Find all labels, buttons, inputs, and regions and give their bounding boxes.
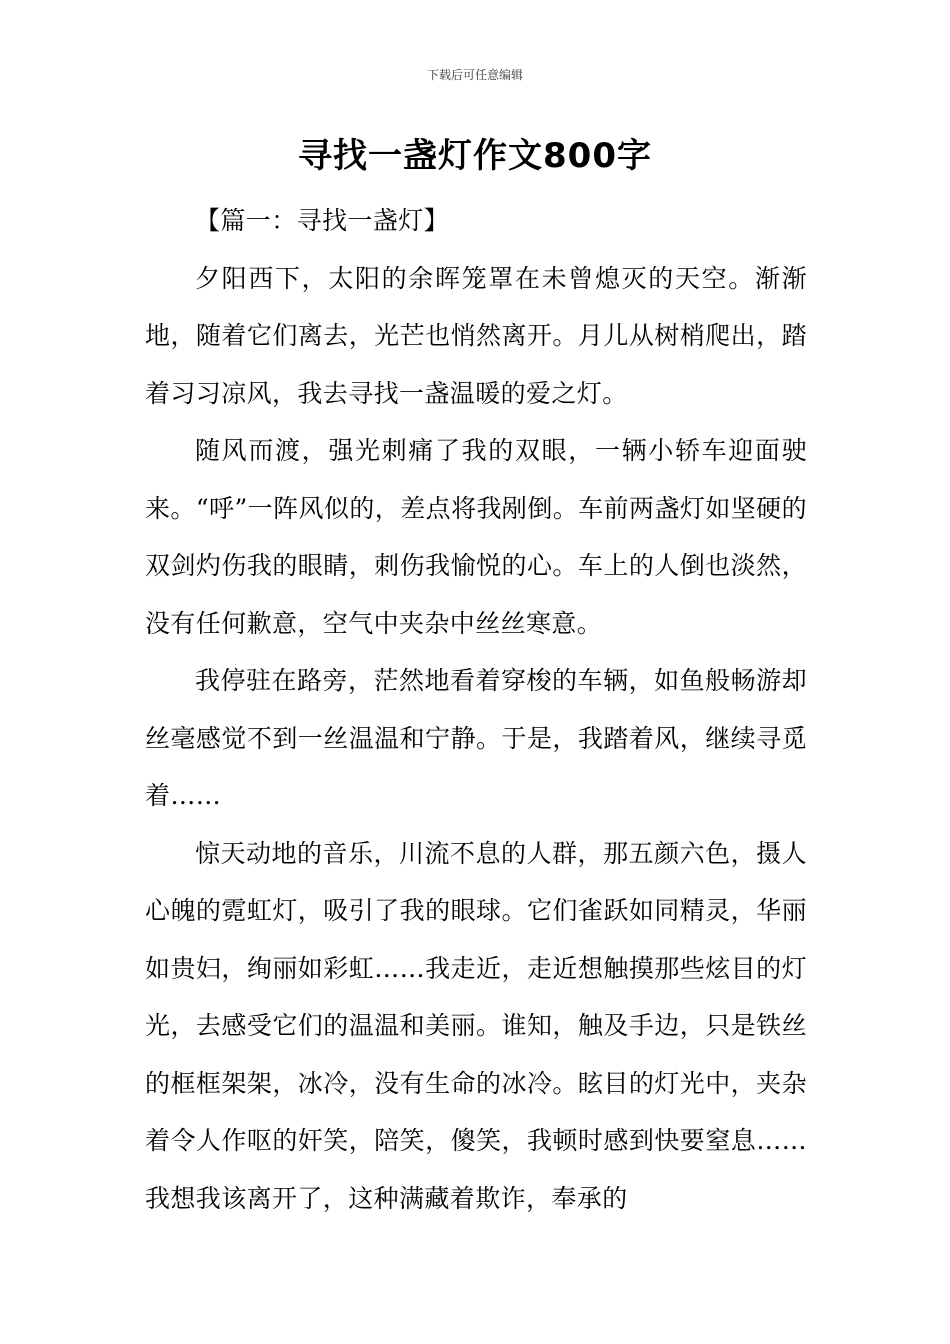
paragraph-4: 惊天动地的音乐，川流不息的人群，那五颜六色，摄人心魄的霓虹灯，吸引了我的眼球。它们雀跃如同精灵，华丽如贵妇，绚丽如彩虹……我走近，走近想触摸那些炫目的灯光，去感受它们的温温和美丽。谁知，触及手边，只是铁丝的框框架架，冰冷，没有生命的冰冷。眩目的灯光中，夹杂着令人作呕的奸笑，陪笑，傻笑，我顿时感到快要窒息……我想我该离开了，这种满藏着欺诈，奉承的 [145,838,807,1213]
section-heading: 【篇一：寻找一盏灯】 [195,206,450,235]
paragraph-3: 我停驻在路旁，茫然地看着穿梭的车辆，如鱼般畅游却丝毫感觉不到一丝温温和宁静。于是，我踏着风，继续寻觅着…… [145,666,807,810]
header-note: 下载后可任意编辑 [426,68,523,82]
document-body [145,192,807,1227]
document-title: 寻找一盏灯作文800字 [298,136,652,176]
paragraph-2: 随风而渡，强光刺痛了我的双眼，一辆小轿车迎面驶来。“呼”一阵风似的，差点将我剐倒。车前两盏灯如坚硬的双剑灼伤我的眼睛，刺伤我愉悦的心。车上的人倒也淡然，没有任何歉意，空气中夹杂中丝丝寒意。 [145,436,807,638]
paragraph-1: 夕阳西下，太阳的余晖笼罩在未曾熄灭的天空。渐渐地，随着它们离去，光芒也悄然离开。月儿从树梢爬出，踏着习习凉风，我去寻找一盏温暖的爱之灯。 [145,263,807,408]
